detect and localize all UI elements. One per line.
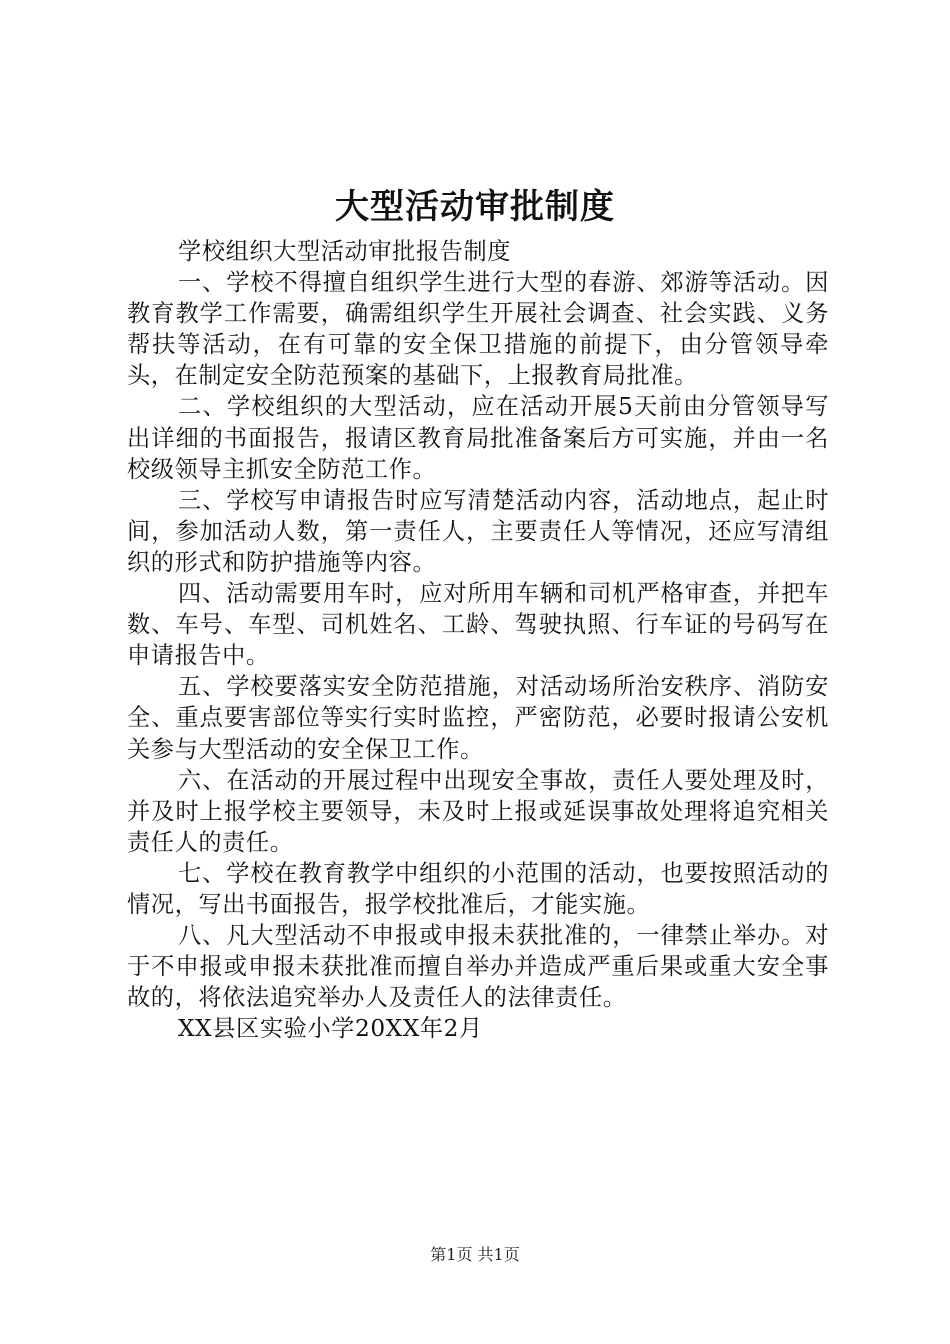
paragraph-6: 六、在活动的开展过程中出现安全事故，责任人要处理及时，并及时上报学校主要领导，未及时上报或延误事故处理将追究相关责任人的责任。 xyxy=(127,766,829,856)
page-number-footer: 第1页 共1页 xyxy=(430,1245,520,1264)
paragraph-8: 八、凡大型活动不申报或申报未获批准的，一律禁止举办。对于不申报或申报未获批准而擅自举办并造成严重后果或重大安全事故的，将依法追究举办人及责任人的法律责任。 xyxy=(127,922,829,1012)
signature-line: XX县区实验小学20XX年2月 xyxy=(178,1015,483,1043)
paragraph-1: 一、学校不得擅自组织学生进行大型的春游、郊游等活动。因教育教学工作需要，确需组织学生开展社会调查、社会实践、义务帮扶等活动，在有可靠的安全保卫措施的前提下，由分管领导牵头，在制定安全防范预案的基础下，上报教育局批准。 xyxy=(127,269,829,390)
paragraph-3: 三、学校写申请报告时应写清楚活动内容，活动地点，起止时间，参加活动人数，第一责任人，主要责任人等情况，还应写清组织的形式和防护措施等内容。 xyxy=(127,486,829,576)
paragraph-4: 四、活动需要用车时，应对所用车辆和司机严格审查，并把车数、车号、车型、司机姓名、工龄、驾驶执照、行车证的号码写在申请报告中。 xyxy=(127,580,829,670)
paragraph-7: 七、学校在教育教学中组织的小范围的活动，也要按照活动的情况，写出书面报告，报学校批准后，才能实施。 xyxy=(127,859,829,918)
paragraph-5: 五、学校要落实安全防范措施，对活动场所治安秩序、消防安全、重点要害部位等实行实时监控，严密防范，必要时报请公安机关参与大型活动的安全保卫工作。 xyxy=(127,673,829,763)
document-subtitle: 学校组织大型活动审批报告制度 xyxy=(178,238,512,265)
document-body xyxy=(127,236,829,1044)
document-title: 大型活动审批制度 xyxy=(335,187,615,227)
paragraph-2: 二、学校组织的大型活动，应在活动开展5天前由分管领导写出详细的书面报告，报请区教育局批准备案后方可实施，并由一名校级领导主抓安全防范工作。 xyxy=(127,393,829,483)
